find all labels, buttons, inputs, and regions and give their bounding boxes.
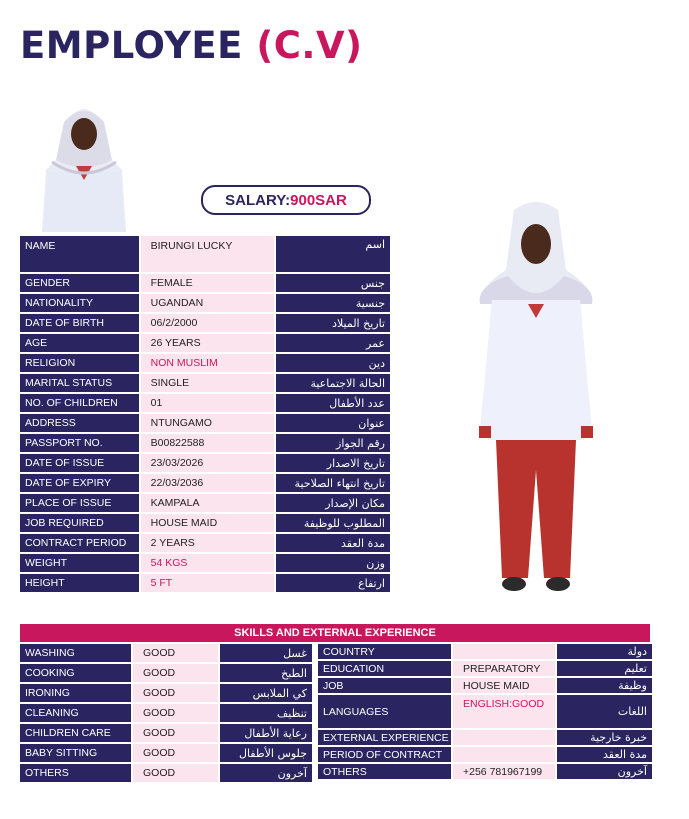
skills-row — [20, 684, 312, 702]
other-arabic-label: اللغات — [557, 695, 652, 728]
skills-label: OTHERS — [20, 764, 131, 782]
portrait-photo — [38, 100, 130, 232]
skills-row — [20, 644, 312, 662]
personal-arabic-label: جنس — [276, 274, 390, 292]
personal-label: AGE — [20, 334, 139, 352]
skills-arabic-label: رعاية الأطفال — [220, 724, 312, 742]
personal-label: JOB REQUIRED — [20, 514, 139, 532]
other-label: COUNTRY — [318, 644, 451, 659]
personal-value: 26 YEARS — [141, 334, 275, 352]
personal-arabic-label: الحالة الاجتماعية — [276, 374, 390, 392]
other-label: PERIOD OF CONTRACT — [318, 747, 451, 762]
other-arabic-label: دولة — [557, 644, 652, 659]
skills-arabic-label: الطبخ — [220, 664, 312, 682]
personal-label: DATE OF ISSUE — [20, 454, 139, 472]
personal-row — [20, 394, 390, 412]
skills-value: GOOD — [133, 764, 218, 782]
personal-value: 22/03/2036 — [141, 474, 275, 492]
other-value: ENGLISH:GOOD — [453, 695, 555, 728]
other-arabic-label: تعليم — [557, 661, 652, 676]
other-label: EDUCATION — [318, 661, 451, 676]
skills-label: BABY SITTING — [20, 744, 131, 762]
other-value — [453, 644, 555, 659]
personal-label: HEIGHT — [20, 574, 139, 592]
other-row — [318, 678, 652, 693]
personal-value: 2 YEARS — [141, 534, 275, 552]
personal-arabic-label: تاريخ الاصدار — [276, 454, 390, 472]
personal-value: KAMPALA — [141, 494, 275, 512]
personal-arabic-label: مدة العقد — [276, 534, 390, 552]
salary-value: 900SAR — [290, 191, 347, 209]
other-value — [453, 747, 555, 762]
personal-value: 23/03/2026 — [141, 454, 275, 472]
personal-arabic-label: تاريخ الميلاد — [276, 314, 390, 332]
personal-arabic-label: مكان الإصدار — [276, 494, 390, 512]
skills-value: GOOD — [133, 664, 218, 682]
other-arabic-label: وظيفة — [557, 678, 652, 693]
personal-row — [20, 494, 390, 512]
personal-arabic-label: عدد الأطفال — [276, 394, 390, 412]
personal-label: WEIGHT — [20, 554, 139, 572]
full-body-photo — [474, 200, 598, 600]
other-row — [318, 661, 652, 676]
personal-arabic-label: وزن — [276, 554, 390, 572]
personal-label: NATIONALITY — [20, 294, 139, 312]
skills-row — [20, 664, 312, 682]
page-title — [20, 24, 363, 67]
personal-label: RELIGION — [20, 354, 139, 372]
skills-table — [18, 642, 314, 784]
personal-value: HOUSE MAID — [141, 514, 275, 532]
personal-row — [20, 414, 390, 432]
personal-arabic-label: المطلوب للوظيفة — [276, 514, 390, 532]
personal-row — [20, 314, 390, 332]
personal-arabic-label: اسم — [276, 236, 390, 272]
personal-value: B00822588 — [141, 434, 275, 452]
personal-label: NO. OF CHILDREN — [20, 394, 139, 412]
personal-label: CONTRACT PERIOD — [20, 534, 139, 552]
other-label: LANGUAGES — [318, 695, 451, 728]
skills-label: IRONING — [20, 684, 131, 702]
personal-row — [20, 334, 390, 352]
personal-value: UGANDAN — [141, 294, 275, 312]
personal-label: DATE OF EXPIRY — [20, 474, 139, 492]
salary-badge — [201, 185, 371, 215]
personal-row — [20, 374, 390, 392]
personal-value: NTUNGAMO — [141, 414, 275, 432]
other-arabic-label: خبرة خارجية — [557, 730, 652, 745]
other-value: HOUSE MAID — [453, 678, 555, 693]
other-row — [318, 695, 652, 728]
skills-row — [20, 704, 312, 722]
skills-arabic-label: كي الملابس — [220, 684, 312, 702]
other-value: +256 781967199 — [453, 764, 555, 779]
skills-label: CHILDREN CARE — [20, 724, 131, 742]
personal-arabic-label: عمر — [276, 334, 390, 352]
personal-row — [20, 514, 390, 532]
personal-arabic-label: رقم الجواز — [276, 434, 390, 452]
personal-row — [20, 554, 390, 572]
skills-arabic-label: غسل — [220, 644, 312, 662]
personal-row — [20, 434, 390, 452]
skills-value: GOOD — [133, 744, 218, 762]
other-label: EXTERNAL EXPERIENCE — [318, 730, 451, 745]
personal-row — [20, 294, 390, 312]
personal-value: FEMALE — [141, 274, 275, 292]
personal-label: DATE OF BIRTH — [20, 314, 139, 332]
personal-arabic-label: تاريخ انتهاء الصلاحية — [276, 474, 390, 492]
skills-value: GOOD — [133, 724, 218, 742]
skills-arabic-label: جلوس الأطفال — [220, 744, 312, 762]
skills-label: CLEANING — [20, 704, 131, 722]
personal-value: NON MUSLIM — [141, 354, 275, 372]
experience-table — [316, 642, 654, 781]
personal-value: SINGLE — [141, 374, 275, 392]
skills-row — [20, 764, 312, 782]
personal-label: NAME — [20, 236, 139, 272]
skills-value: GOOD — [133, 704, 218, 722]
skills-value: GOOD — [133, 644, 218, 662]
personal-info-table — [18, 234, 392, 594]
personal-arabic-label: جنسية — [276, 294, 390, 312]
skills-value: GOOD — [133, 684, 218, 702]
personal-arabic-label: عنوان — [276, 414, 390, 432]
personal-value: 06/2/2000 — [141, 314, 275, 332]
title-employee: EMPLOYEE — [20, 24, 257, 67]
other-arabic-label: مدة العقد — [557, 747, 652, 762]
other-value — [453, 730, 555, 745]
other-row — [318, 730, 652, 745]
personal-label: PLACE OF ISSUE — [20, 494, 139, 512]
skills-label: WASHING — [20, 644, 131, 662]
other-arabic-label: آخرون — [557, 764, 652, 779]
personal-value: BIRUNGI LUCKY — [141, 236, 275, 272]
skills-label: COOKING — [20, 664, 131, 682]
personal-label: GENDER — [20, 274, 139, 292]
personal-value: 5 FT — [141, 574, 275, 592]
personal-row — [20, 454, 390, 472]
personal-row — [20, 354, 390, 372]
skills-arabic-label: آخرون — [220, 764, 312, 782]
skills-row — [20, 744, 312, 762]
personal-row — [20, 474, 390, 492]
other-row — [318, 644, 652, 659]
skills-row — [20, 724, 312, 742]
personal-label: MARITAL STATUS — [20, 374, 139, 392]
personal-row — [20, 534, 390, 552]
other-row — [318, 747, 652, 762]
other-value: PREPARATORY — [453, 661, 555, 676]
other-label: OTHERS — [318, 764, 451, 779]
personal-row — [20, 574, 390, 592]
personal-label: ADDRESS — [20, 414, 139, 432]
personal-arabic-label: ارتفاع — [276, 574, 390, 592]
personal-value: 01 — [141, 394, 275, 412]
personal-value: 54 KGS — [141, 554, 275, 572]
personal-row — [20, 236, 390, 272]
other-label: JOB — [318, 678, 451, 693]
personal-row — [20, 274, 390, 292]
personal-label: PASSPORT NO. — [20, 434, 139, 452]
skills-section-title: SKILLS AND EXTERNAL EXPERIENCE — [20, 624, 650, 642]
other-row — [318, 764, 652, 779]
skills-arabic-label: تنظيف — [220, 704, 312, 722]
title-cv: (C.V) — [256, 24, 363, 67]
personal-arabic-label: دين — [276, 354, 390, 372]
salary-label: SALARY: — [225, 191, 291, 209]
